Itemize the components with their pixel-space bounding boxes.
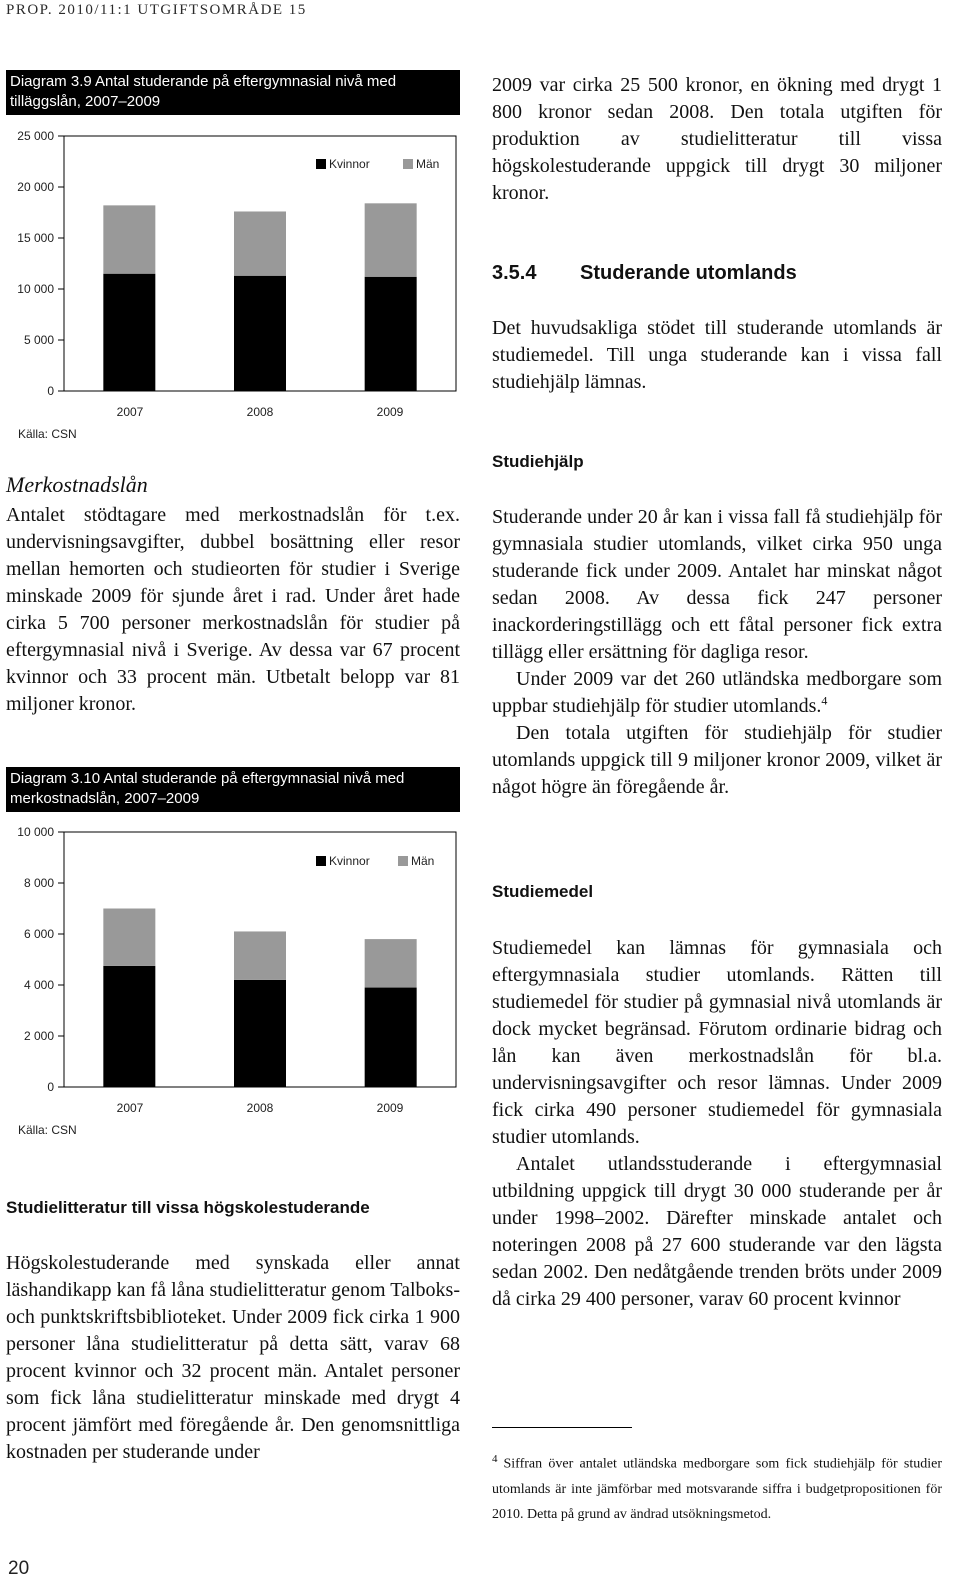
merkostnadslan-paragraph: Antalet stödtagare med merkostnadslån för t.ex. undervisningsavgifter, dubbel bosättning eller resor mellan hemorten och studieorten för studier i Sverige minskade 2009 för sjunde året i rad. Under året hade cirka 5 700 personer merkostnadslån för studier på eftergymnasial nivå i Sverige. Av dessa var 67 procent kvinnor och 33 procent män. Utbetalt belopp var 81 miljoner kronor. (6, 504, 460, 715)
studiehjalp-heading: Studiehjälp (492, 452, 584, 471)
diagram-3-10-title-line2: merkostnadslån, 2007–2009 (10, 790, 200, 807)
legend-label-men: Män (411, 854, 435, 868)
section-3-5-4-paragraph: Det huvudsakliga stödet till studerande utomlands är studiemedel. Till unga studerande kan i vissa fall studiehjälp lämnas. (492, 317, 942, 393)
diagram-3-9-svg (6, 122, 460, 452)
studiemedel-paragraph-1: Studiemedel kan lämnas för gymnasiala och eftergymnasiala studier utomlands. Rätten till studiemedel för studier på gymnasial nivå utomlands är dock mycket begränsad. Förutom ordinarie bidrag och lån kan även merkostnadslån för bl.a. undervisningsavgifter och resor lämnas. Under 2009 fick cirka 490 personer studiemedel för gymnasiala studier utomlands. (492, 937, 942, 1148)
x-tick-label: 2007 (116, 1101, 144, 1115)
y-tick-label: 15 000 (17, 231, 54, 245)
footnote-rule (492, 1427, 632, 1428)
running-head: PROP. 2010/11:1 UTGIFTSOMRÅDE 15 (6, 2, 307, 18)
diagram-3-9-title (6, 70, 460, 115)
bar-men-2009 (365, 939, 417, 987)
y-tick-label: 0 (47, 1080, 54, 1094)
bar-men-2009 (365, 203, 417, 276)
bar-men-2008 (234, 211, 286, 275)
legend-label-women: Kvinnor (329, 854, 370, 868)
bar-women-2008 (234, 276, 286, 391)
y-tick-label: 2 000 (23, 1029, 54, 1043)
diagram-3-10-title (6, 767, 460, 812)
diagram-3-10-svg (6, 818, 460, 1148)
source-label: Källa: CSN (18, 1123, 77, 1137)
studiemedel-heading: Studiemedel (492, 882, 594, 901)
bars-group (103, 203, 416, 391)
y-tick-label: 0 (47, 384, 54, 398)
bar-women-2007 (103, 966, 155, 1087)
x-tick-label: 2007 (116, 405, 144, 419)
y-tick-label: 20 000 (17, 180, 54, 194)
legend-swatch-men (403, 159, 413, 169)
diagram-3-10-chart (6, 818, 460, 1153)
studiemedel-paragraph-2: Antalet utlandsstuderande i eftergymnasial utbildning uppgick till drygt 30 000 studerande per år under 1998–2002. Därefter minskade antalet och noteringen 2008 på 27 600 studerande var den lägsta sedan 2002. Den nedåtgående trenden bröts under 2009 då cirka 29 400 personer, varav 60 procent kvinnor (492, 1153, 942, 1310)
bar-men-2007 (103, 205, 155, 273)
footnote (492, 1447, 942, 1527)
studiehjalp-paragraph-2 (492, 666, 942, 720)
footnote-reference: 4 (821, 693, 828, 708)
right-intro-text (492, 72, 942, 207)
studiehjalp-text (492, 504, 942, 801)
bar-men-2007 (103, 909, 155, 966)
merkostnadslan-heading: Merkostnadslån (6, 472, 148, 497)
footnote-text: Siffran över antalet utländska medborgare som fick studiehjälp för studier utomlands är inte jämförbar med motsvarande siffra i budgetpropositionen för 2010. Detta på grund av ändrad utsökningsmetod. (492, 1456, 942, 1522)
section-number: 3.5.4 (492, 262, 537, 284)
diagram-3-9-title-line1: Diagram 3.9 Antal studerande på eftergymnasial nivå med (10, 73, 397, 90)
y-tick-label: 10 000 (17, 282, 54, 296)
y-tick-label: 5 000 (23, 333, 54, 347)
y-tick-label: 4 000 (23, 978, 54, 992)
page-number: 20 (8, 1558, 30, 1579)
section-3-5-4-heading (492, 262, 797, 285)
legend-swatch-women (316, 856, 326, 866)
y-tick-label: 6 000 (23, 927, 54, 941)
diagram-3-9-chart (6, 122, 460, 457)
section-3-5-4-text (492, 315, 942, 396)
bars-group (103, 909, 416, 1088)
source-label: Källa: CSN (18, 427, 77, 441)
legend-label-men: Män (416, 157, 440, 171)
footnote-number: 4 (492, 1453, 498, 1465)
studiehjalp-paragraph-2-text: Under 2009 var det 260 utländska medborgare som uppbar studiehjälp för studier utomlands. (492, 668, 942, 717)
right-intro-paragraph: 2009 var cirka 25 500 kronor, en ökning med drygt 1 800 kronor sedan 2008. Den totala utgiften för produktion av studielitteratur till vissa högskolestuderande uppgick till drygt 30 miljoner kronor. (492, 74, 942, 204)
y-tick-label: 10 000 (17, 825, 54, 839)
legend-swatch-men (398, 856, 408, 866)
bar-women-2008 (234, 980, 286, 1087)
y-tick-label: 8 000 (23, 876, 54, 890)
legend-label-women: Kvinnor (329, 157, 370, 171)
bar-men-2008 (234, 931, 286, 979)
bar-women-2009 (365, 988, 417, 1087)
bar-women-2009 (365, 277, 417, 391)
studiehjalp-paragraph-3: Den totala utgiften för studiehjälp för studier utomlands uppgick till 9 miljoner kronor 2009, vilket är något högre än föregående år. (492, 722, 942, 798)
studielitteratur-paragraph: Högskolestuderande med synskada eller annat läshandikapp kan få låna studielitteratur genom Talboks- och punktskriftsbiblioteket. Under 2009 fick cirka 1 900 personer låna studielitteratur på detta sätt, varav 68 procent kvinnor och 32 procent män. Antalet personer som fick låna studielitteratur minskade med drygt 4 procent jämfört med föregående år. Den genomsnittliga kostnaden per studerande under (6, 1252, 460, 1463)
diagram-3-10-title-line1: Diagram 3.10 Antal studerande på eftergymnasial nivå med (10, 770, 405, 787)
x-tick-label: 2009 (376, 405, 404, 419)
x-tick-label: 2008 (246, 405, 274, 419)
studielitteratur-heading: Studielitteratur till vissa högskolestuderande (6, 1198, 370, 1217)
studiehjalp-paragraph-1: Studerande under 20 år kan i vissa fall få studiehjälp för gymnasiala studier utomlands, vilket cirka 950 unga studerande fick under 2009. Antalet har minskat något sedan 2008. Av dessa fick 247 personer inackorderingstillägg och ett fåtal personer fick extra tillägg eller ersättning för dagliga resor. (492, 506, 942, 663)
x-tick-label: 2008 (246, 1101, 274, 1115)
y-tick-label: 25 000 (17, 129, 54, 143)
diagram-3-9-title-line2: tilläggslån, 2007–2009 (10, 93, 161, 110)
legend-swatch-women (316, 159, 326, 169)
studielitteratur-text (6, 1250, 460, 1466)
section-title: Studerande utomlands (580, 262, 797, 284)
merkostnadslan-text (6, 502, 460, 718)
x-tick-label: 2009 (376, 1101, 404, 1115)
bar-women-2007 (103, 274, 155, 391)
studiemedel-text (492, 935, 942, 1313)
